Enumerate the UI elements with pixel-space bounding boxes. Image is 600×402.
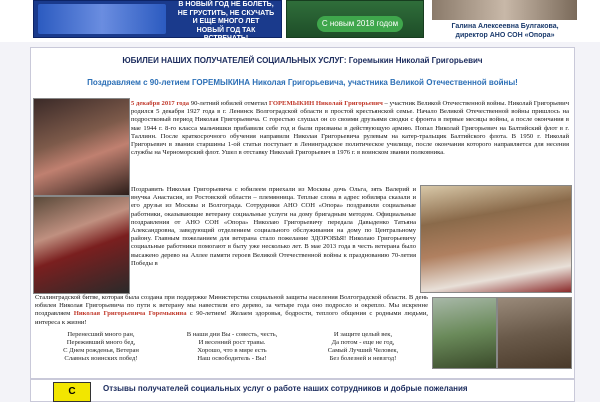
poem-column (167, 331, 297, 363)
new-year-tree-banner (286, 0, 424, 38)
celebration-paragraph: Поздравить Николая Григорьевича с юбилеем приехали из Москвы дочь Ольга, зять Валерий и внучка Анастасия, из Ростовской области – племянница. Теплые слова в адрес юбиляра сказали и его друзья из Москвы и Волгограда. Сотрудники АНО СОН «Опора» поздравили социальные работники, оказывающие ветерану социальные услуги на дому бригадным методом. Официальные поздравления от АНО СОН «Опора» Николаю Григорьевичу передала Давыденко Татьяна Александровна, заведующий отделением социального обслуживания на дому по Центральному району. Главным пожеланием для ветерана стало пожелание ЗДОРОВЬЯ! Николаю Григорьевичу социальные работники помогают в быту уже несколько лет. В мае 2013 года в честь ветерана было высажено дерево на Аллее памяти героев Великой Отечественной войны к празднованию 70-летия Победы в (131, 186, 416, 267)
poem-line: И весенний рост травы. (198, 339, 266, 346)
poem-line: Наш освободитель - Вы! (197, 355, 267, 362)
greeting-line: НОВЫЙ ГОД ТАК ВСТРЕЧАТЬ! (196, 26, 256, 42)
article-date: 5 декабря 2017 года (131, 100, 190, 107)
greeting-line: НЕ ГРУСТИТЬ, НЕ СКУЧАТЬ (177, 9, 275, 17)
new-year-label: С новым 2018 годом (317, 16, 403, 32)
jubilee-article (30, 47, 575, 379)
new-year-greeting-banner (33, 0, 282, 42)
newsletter-header (0, 0, 600, 42)
director-photo (432, 0, 577, 20)
poem-line: В наши дни Вы - совесть, честь, (186, 331, 278, 338)
poem-column (35, 331, 167, 363)
author-role: директор АНО СОН «Опора» (455, 32, 555, 39)
veteran-portrait-photo (33, 98, 130, 196)
poem-line: Без болезней и невзгод! (329, 355, 397, 362)
veteran-name: ГОРЕМЫКИН Николай Григорьевич (268, 100, 383, 107)
banner-decoration-image (38, 4, 166, 34)
wishes-text: с 90-летием! Желаем здоровья, бодрости, теплого общения с родными людьми, интереса к жизни! (35, 310, 428, 326)
poem-column (297, 331, 429, 363)
reviews-section-title: Отзывы получателей социальных услуг о работе наших сотрудников и добрые пожелания (103, 384, 468, 393)
section-title: ЮБИЛЕИ НАШИХ ПОЛУЧАТЕЛЕЙ СОЦИАЛЬНЫХ УСЛУГ: Горемыкин Николай Григорьевич (122, 56, 483, 65)
wishes-paragraph (35, 294, 428, 330)
section-letter-badge: С (53, 382, 91, 402)
poem-line: Переживший много бед, (66, 339, 136, 346)
biography-text: 90-летний юбилей отметил ГОРЕМЫКИН Николай Григорьевич – участник Великой Отечественной войны. Николай Григорьевич родился 5 декабря 1927 года в г. Ленинск Волгоградской области в простой крестьянской семье. Начало Великой Отечественной войны пришлось на подростковый период Николая Григорьевича. С горестью слушал он со своими друзьями сводки с фронта в первые месяцы войны, а после окончания в мае 1944 г. 8-го класса мальчишки прибавили себе год и были призваны в действующую армию. Попал Николай Григорьевич на Балтийский флот в г. Таллинн. После краткосрочного обучения направили Николая Григорьевича рулевым на катер-тральщик Балтийского флота. В 1950 г. Николай Григорьевич в звании старшины 1-ой статьи поступает в Ленинградское политическое училище, после окончания которого направляется для несения службы на Черноморский флот. Ушел в отставку Николай Григорьевич в 1976 г. в воинском звании полковника. (131, 100, 569, 157)
poem-line: Хорошо, что в мире есть (197, 347, 267, 354)
author-signature (430, 22, 580, 40)
poem-line: Славных воинских побед! (64, 355, 138, 362)
biography-paragraph (131, 100, 569, 185)
greeting-line: В НОВЫЙ ГОД НЕ БОЛЕТЬ, (178, 1, 274, 8)
family-celebration-photo (420, 185, 572, 293)
author-name: Галина Алексеевна Булгакова, (451, 23, 559, 30)
poem-line: Да потом - еще не год, (331, 339, 395, 346)
banner-greeting-text (176, 1, 276, 44)
poem-line: С Днем рожденья, Ветеран (63, 347, 139, 354)
poem-line: Самый Лучший Человек, (327, 347, 399, 354)
poem-line: И защите целый век, (333, 331, 393, 338)
greeting-line: И ЕЩЕ МНОГО ЛЕТ (192, 18, 260, 25)
veteran-name: Николая Григорьевича Горемыкина (73, 310, 187, 318)
memorial-tree-photo (432, 297, 497, 369)
poem-line: Перенесший много ран, (67, 331, 135, 338)
wishes-text: Сталинградской битве, которая была создана при поддержке Министерства социальной защиты населения Волгоградской области. В день юбилея Николая Григорьевича по пути к ветерану мы навестили его дерево, за четыре года оно подросло и окрепло. Мы искренне поздравляем (35, 294, 428, 318)
article-subtitle: Поздравляем с 90-летием ГОРЕМЫКИНА Николая Григорьевича, участника Великой Отечественной войны! (87, 78, 518, 87)
memorial-plaque-photo (497, 297, 572, 369)
reviews-section-header (30, 379, 575, 402)
congratulation-photo (33, 196, 130, 294)
